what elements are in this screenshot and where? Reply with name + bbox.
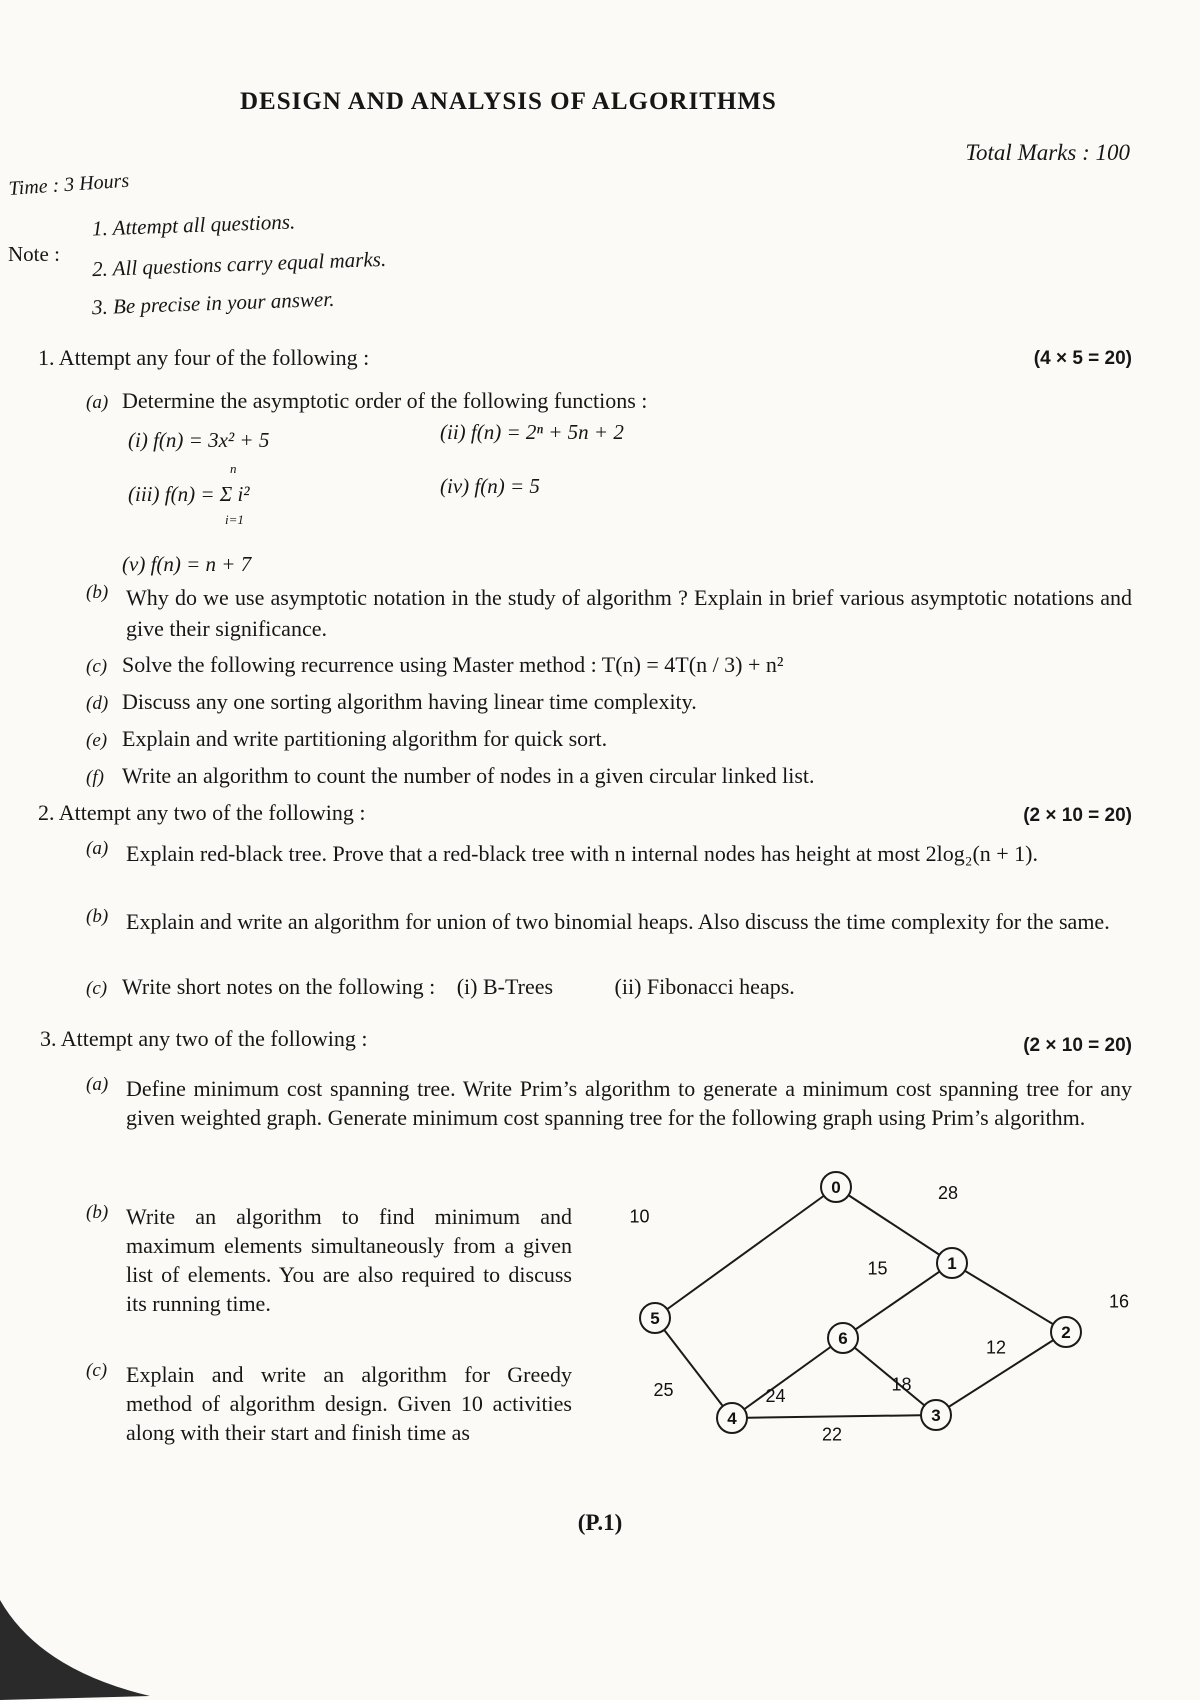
graph-node-label: 1 — [947, 1254, 957, 1273]
q1b-text: Why do we use asymptotic notation in the study of algorithm ? Explain in brief various asymptotic notations and give their significance. — [126, 585, 1132, 641]
graph-edge-weight: 28 — [937, 1183, 959, 1203]
q2-number: 2. — [38, 800, 55, 825]
page-curl-shadow — [0, 1600, 150, 1700]
q1a-label: (a) — [86, 392, 109, 413]
q1f-text: Write an algorithm to count the number of nodes in a given circular linked list. — [122, 763, 815, 788]
graph-node-label: 0 — [831, 1178, 841, 1197]
page-number: (P.1) — [577, 1510, 623, 1535]
graph-node-label: 3 — [931, 1406, 941, 1425]
sum-upper-limit: n — [230, 461, 237, 476]
q2b-text: Explain and write an algorithm for union of two binomial heaps. Also discuss the time complexity for the same. — [126, 909, 1110, 934]
func-expr: f(n) = Σ i² — [164, 482, 250, 506]
q2-heading-text: Attempt any two of the following : — [58, 800, 366, 825]
graph-edge-4-3 — [732, 1415, 936, 1418]
q2b-label: (b) — [86, 906, 109, 927]
graph-edge-weight: 16 — [1108, 1291, 1130, 1312]
q1c-text: Solve the following recurrence using Master method : T(n) = 4T(n / 3) + n² — [122, 652, 784, 677]
q3b-text: Write an algorithm to find minimum and maximum elements simultaneously from a given list of elements. You are also required to discuss its running time. — [126, 1204, 572, 1316]
graph-node-label: 6 — [838, 1329, 848, 1348]
note-item: 3. Be precise in your answer. — [91, 286, 335, 320]
graph-edge-5-4 — [655, 1318, 732, 1418]
q3-marks: (2 × 10 = 20) — [1023, 1035, 1132, 1056]
func-expr: f(n) = 3x² + 5 — [153, 428, 270, 452]
q2c-item-btrees: (i) B-Trees — [456, 974, 554, 999]
q3c-text: Explain and write an algorithm for Greedy method of algorithm design. Given 10 activities along with their start and finish time as — [126, 1362, 572, 1445]
q3a-text: Define minimum cost spanning tree. Write Prim’s algorithm to generate a minimum cost spanning tree for any given weighted graph. Generate minimum cost spanning tree for the following graph using Prim’s algorithm. — [126, 1076, 1132, 1130]
q1-heading-text: Attempt any four of the following : — [58, 345, 370, 370]
q1d-label: (d) — [86, 693, 109, 714]
total-marks: Total Marks : 100 — [965, 140, 1130, 165]
graph-edge-weight: 22 — [821, 1424, 843, 1445]
q2c-item-fibonacci: (ii) Fibonacci heaps. — [614, 974, 795, 999]
q1a-text: Determine the asymptotic order of the following functions : — [122, 388, 648, 413]
sum-lower-limit: i=1 — [225, 512, 244, 527]
q3a-label: (a) — [86, 1074, 109, 1095]
q1f-label: (f) — [86, 767, 104, 788]
q1c-label: (c) — [86, 656, 108, 677]
graph-edge-weight: 10 — [629, 1206, 650, 1227]
q3c-label: (c) — [86, 1360, 108, 1381]
func-label: (iii) — [128, 482, 160, 506]
q1d-text: Discuss any one sorting algorithm having linear time complexity. — [122, 689, 697, 714]
graph-edge-weight: 12 — [985, 1337, 1007, 1358]
q1e-text: Explain and write partitioning algorithm for quick sort. — [122, 726, 608, 751]
note-label: Note : — [8, 242, 60, 266]
graph-edge-1-6 — [843, 1263, 952, 1338]
graph-edge-weight: 25 — [653, 1380, 674, 1400]
graph-edge-1-2 — [952, 1263, 1066, 1332]
func-expr: f(n) = 2ⁿ + 5n + 2 — [470, 420, 624, 444]
func-label: (v) — [122, 552, 146, 576]
q2a-label: (a) — [86, 838, 109, 859]
q3-heading-text: Attempt any two of the following : — [60, 1026, 368, 1051]
func-label: (i) — [128, 428, 148, 452]
q2c-text: Write short notes on the following : — [122, 974, 436, 999]
graph-edge-6-3 — [843, 1338, 936, 1415]
note-item: 2. All questions carry equal marks. — [91, 246, 387, 282]
graph-edge-weight: 24 — [765, 1386, 786, 1406]
graph-edge-weight: 18 — [891, 1374, 912, 1395]
graph-node-label: 4 — [727, 1409, 737, 1428]
graph-edge-weight: 15 — [867, 1258, 888, 1279]
graph-node-label: 5 — [650, 1309, 660, 1328]
q1-number: 1. — [38, 345, 55, 370]
q2a-text: Explain red-black tree. Prove that a red-black tree with n internal nodes has height at most 2log₂(n + 1). — [126, 841, 1039, 866]
q1e-label: (e) — [86, 730, 108, 751]
graph-node-label: 2 — [1061, 1323, 1071, 1342]
graph-edge-0-1 — [836, 1187, 952, 1263]
func-label: (ii) — [440, 420, 466, 444]
q2-marks: (2 × 10 = 20) — [1023, 805, 1132, 826]
graph-edge-6-4 — [732, 1338, 843, 1418]
q1b-label: (b) — [86, 582, 109, 603]
func-expr: f(n) = n + 7 — [150, 552, 252, 576]
func-expr: f(n) = 5 — [474, 474, 540, 498]
q1-marks: (4 × 5 = 20) — [1033, 348, 1132, 369]
graph-edge-0-5 — [655, 1187, 836, 1318]
exam-time: Time : 3 Hours — [8, 169, 130, 200]
q2c-label: (c) — [86, 978, 108, 999]
q3b-label: (b) — [86, 1202, 109, 1223]
func-label: (iv) — [440, 474, 470, 498]
note-item: 1. Attempt all questions. — [91, 209, 296, 241]
exam-title: DESIGN AND ANALYSIS OF ALGORITHMS — [240, 88, 777, 115]
q3-number: 3. — [40, 1026, 57, 1051]
